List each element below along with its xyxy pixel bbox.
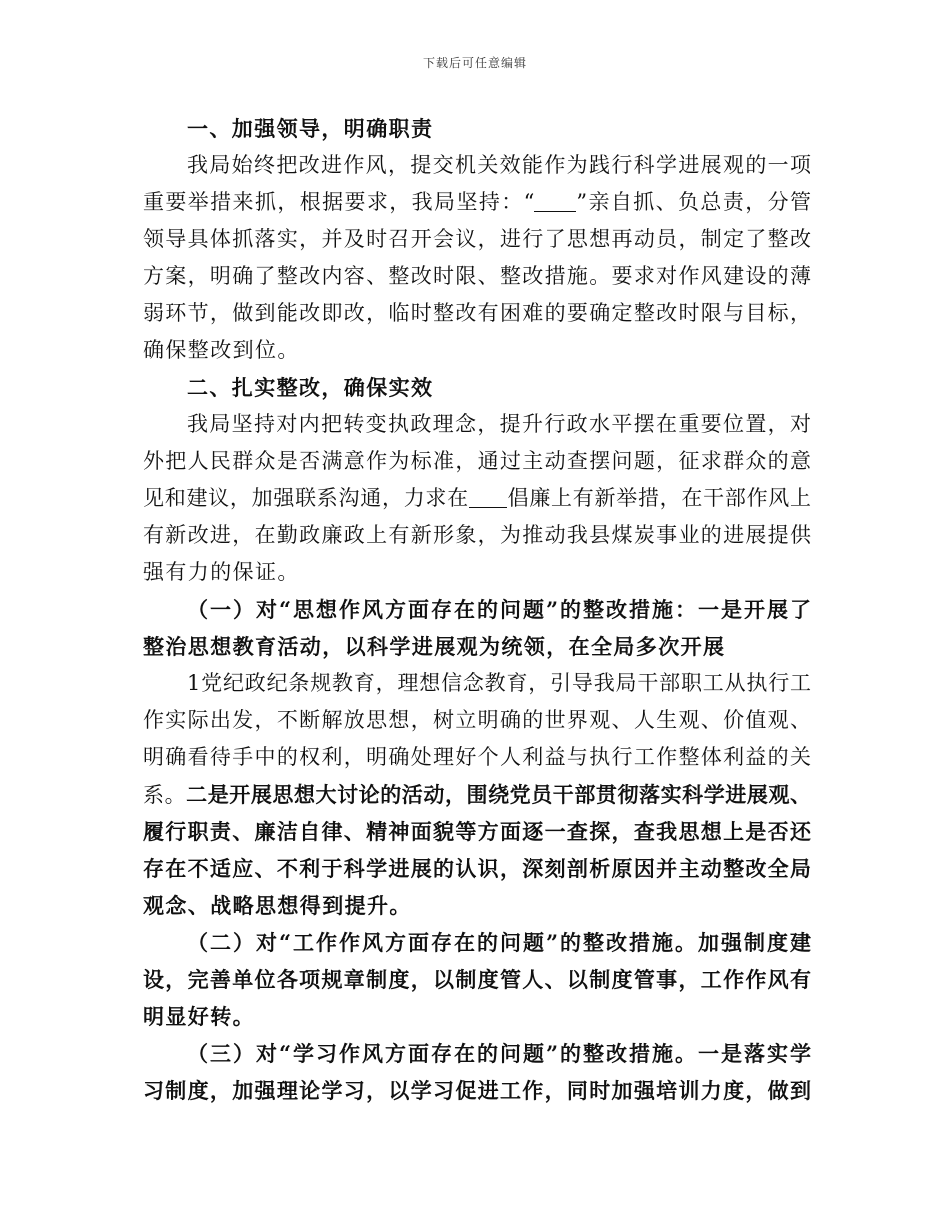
subsection-heading-2: （二）对“工作作风方面存在的问题”的整改措施。加强制度建 [187, 930, 811, 955]
text-fragment: ”亲自抓、负总责，分管 [576, 190, 811, 214]
subsection-heading-1: （一）对“思想作风方面存在的问题”的整改措施：一是开展了 [187, 597, 811, 622]
paragraph-line: 我局坚持对内把转变执政理念，提升行政水平摆在重要位置，对 [187, 412, 811, 436]
paragraph-line [143, 480, 811, 517]
paragraph-line: 外把人民群众是否满意作为标准，通过主动查摆问题，征求群众的意 [143, 449, 811, 473]
paragraph-line: 领导具体抓落实，并及时召开会议，进行了思想再动员，制定了整改 [143, 227, 811, 251]
paragraph-line: 确保整改到位。 [143, 338, 300, 362]
paragraph-line: 1党纪政纪条规教育，理想信念教育，引导我局干部职工从执行工 [187, 671, 811, 695]
paragraph-line: 存在不适应、不利于科学进展的认识，深刻剖析原因并主动整改全局 [143, 856, 811, 881]
document-body [143, 110, 811, 1109]
section-heading-1: 一、加强领导，明确职责 [187, 116, 434, 141]
paragraph-line [143, 776, 811, 813]
paragraph-line: 设，完善单位各项规章制度，以制度管人、以制度管事，工作作风有 [143, 967, 811, 992]
paragraph-line: 有新改进，在勤政廉政上有新形象，为推动我县煤炭事业的进展提供 [143, 523, 811, 547]
paragraph-line: 履行职责、廉洁自律、精神面貌等方面逐一查探，查我思想上是否还 [143, 819, 811, 844]
paragraph-line: 明确看待手中的权利，明确处理好个人利益与执行工作整体利益的关 [143, 745, 811, 769]
section-heading-2: 二、扎实整改，确保实效 [187, 375, 434, 400]
blank-underline [534, 191, 576, 212]
paragraph-line: 我局始终把改进作风，提交机关效能作为践行科学进展观的一项 [187, 153, 811, 177]
page-header-note: 下载后可任意编辑 [422, 56, 527, 70]
paragraph-line: 作实际出发，不断解放思想，树立明确的世界观、人生观、价值观、 [143, 708, 811, 732]
paragraph-line: 方案，明确了整改内容、整改时限、整改措施。要求对作风建设的薄 [143, 264, 811, 288]
text-fragment: 见和建议，加强联系沟通，力求在 [143, 486, 469, 510]
text-fragment: 倡廉上有新举措，在干部作风上 [506, 486, 812, 510]
paragraph-line: 习制度，加强理论学习，以学习促进工作，同时加强培训力度，做到 [143, 1078, 811, 1103]
paragraph-line: 强有力的保证。 [143, 560, 300, 584]
blank-underline [469, 487, 507, 508]
text-fragment: 系。 [143, 783, 187, 807]
paragraph-line: 弱环节，做到能改即改，临时整改有困难的要确定整改时限与目标， [143, 301, 811, 325]
text-fragment-bold: 二是开展思想大讨论的活动，围绕党员干部贯彻落实科学进展观、 [186, 782, 812, 807]
text-fragment: 重要举措来抓，根据要求，我局坚持：“ [143, 190, 535, 214]
paragraph-line [143, 184, 811, 221]
paragraph-line: 整治思想教育活动，以科学进展观为统领，在全局多次开展 [143, 634, 726, 659]
paragraph-line: 观念、战略思想得到提升。 [143, 893, 412, 918]
paragraph-line: 明显好转。 [143, 1004, 255, 1029]
subsection-heading-3: （三）对“学习作风方面存在的问题”的整改措施。一是落实学 [187, 1041, 811, 1066]
